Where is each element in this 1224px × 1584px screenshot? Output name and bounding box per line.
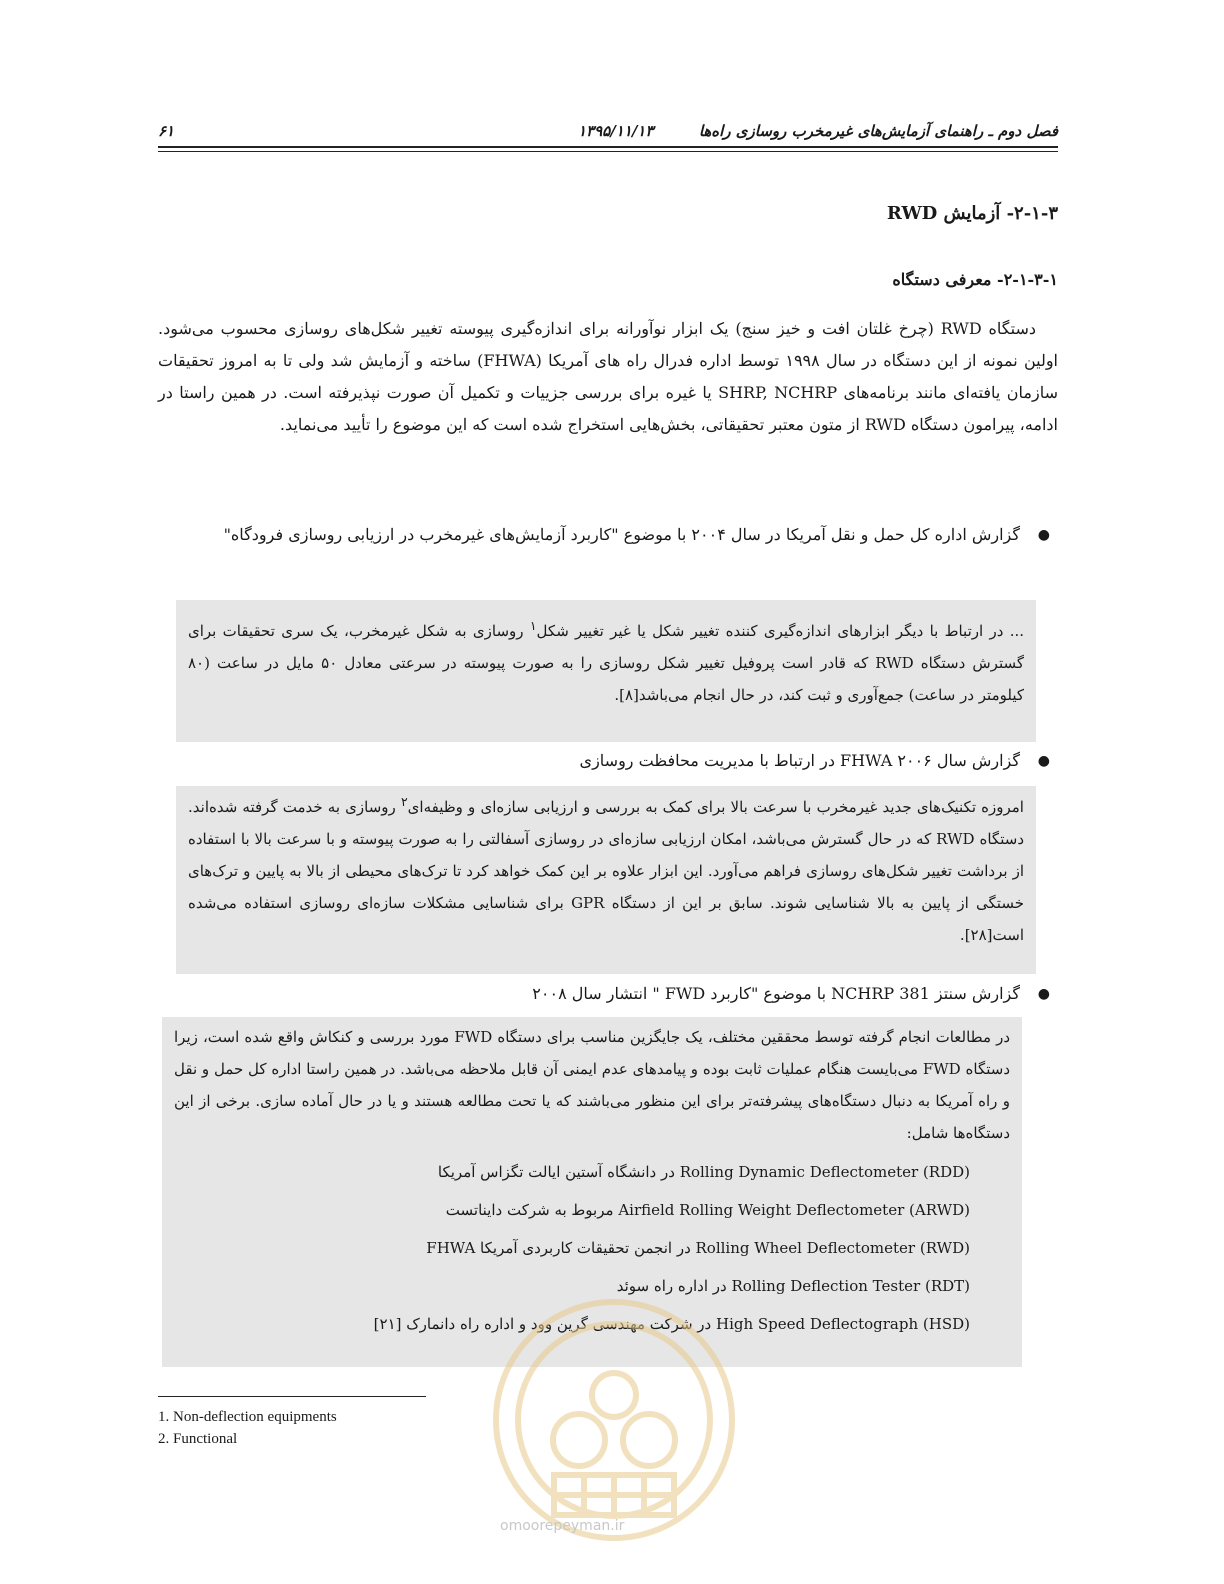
page-number: ۶۱	[158, 122, 175, 140]
device-item: (HSD) High Speed Deflectograph در شرکت مهندسی گرین وود و اداره راه دانمارک [۲۱]	[373, 1315, 970, 1333]
footnote-rule	[158, 1396, 426, 1397]
quote-text-part: ... در ارتباط با دیگر ابزارهای اندازه‌گیری کننده تغییر شکل یا غیر تغییر شکل	[536, 622, 1024, 640]
section-title: ۲-۱-۳- آزمایش RWD	[886, 203, 1058, 224]
footnote: 1. Non-deflection equipments	[158, 1409, 337, 1425]
watermark-url: omoorepeyman.ir	[500, 1518, 625, 1534]
header-rule-thin	[158, 151, 1058, 152]
device-item: (RDT) Rolling Deflection Tester در اداره راه سوئد	[616, 1277, 970, 1295]
quote-text-part: امروزه تکنیک‌های جدید غیرمخرب با سرعت بالا برای کمک به بررسی و ارزیابی سازه‌ای و وظیفه‌ای	[407, 798, 1024, 816]
header-date: ۱۳۹۵/۱۱/۱۳	[578, 122, 654, 140]
device-item: (ARWD) Airfield Rolling Weight Deflectometer مربوط به شرکت دایناتست	[445, 1201, 970, 1219]
footnote-ref: ۲	[400, 794, 408, 809]
header-rule-thick	[158, 146, 1058, 148]
bullet-text: گزارش سنتز NCHRP 381 با موضوع "کاربرد FWD " انتشار سال ۲۰۰۸	[532, 984, 1020, 1003]
subsection-title: ۲-۱-۳-۱- معرفی دستگاه	[892, 270, 1058, 289]
gear-seal-icon	[484, 1290, 744, 1550]
footnote: 2. Functional	[158, 1431, 238, 1447]
chapter-title: فصل دوم ـ راهنمای آزمایش‌های غیرمخرب روسازی راه‌ها	[698, 122, 1058, 140]
bullet-text: گزارش سال ۲۰۰۶ FHWA در ارتباط با مدیریت محافظت روسازی	[579, 751, 1020, 770]
bullet-dot-icon: ●	[1037, 986, 1050, 1002]
quote-box	[176, 600, 1036, 742]
quote-text-part: روسازی به شکل غیرمخرب، یک سری تحقیقات برای گسترش دستگاه RWD که قادر است پروفیل تغییر شکل روسازی را به صورت پیوسته در سرعتی معادل ۵۰ مایل در ساعت (۸۰ کیلومتر در ساعت) جمع‌آوری و ثبت کند، در حال انجام می‌باشد[۸].	[188, 622, 1024, 704]
bullet-text: گزارش اداره کل حمل و نقل آمریکا در سال ۲۰۰۴ با موضوع "کاربرد آزمایش‌های غیرمخرب در ارزیابی روسازی فرودگاه"	[223, 525, 1020, 544]
bullet-dot-icon: ●	[1037, 753, 1050, 769]
bullet-item	[158, 978, 1058, 1010]
bullet-dot-icon: ●	[1037, 527, 1050, 543]
bullet-item	[158, 519, 1058, 551]
page-header	[158, 118, 1058, 148]
device-item: (RDD) Rolling Dynamic Deflectometer در دانشگاه آستین ایالت تگزاس آمریکا	[437, 1163, 970, 1181]
quote-text-part: روسازی به خدمت گرفته شده‌اند. دستگاه RWD که در حال گسترش می‌باشد، امکان ارزیابی سازه‌ای در روسازی آسفالتی را به صورت پیوسته و با سرعت بالا با استفاده از برداشت تغییر شکل‌های روسازی فراهم می‌آورد. این ابزار علاوه بر این کمک خواهد کرد تا ترک‌های محیطی از بالا به پایین و ترک‌های خستگی از پایین به بالا شناسایی شوند. سابق بر این از دستگاه GPR برای شناسایی مشکلات سازه‌ای روسازی استفاده می‌شده است[۲۸].	[188, 798, 1024, 944]
quote-box	[176, 786, 1036, 974]
quote-text: در مطالعات انجام گرفته توسط محققین مختلف، یک جایگزین مناسب برای دستگاه FWD مورد بررسی و کنکاش واقع شده است، زیرا دستگاه FWD می‌بایست هنگام عملیات ثابت بوده و پیامدهای عدم ایمنی آن قابل ملاحظه می‌باشد. در همین راستا اداره کل حمل و نقل و راه آمریکا به دنبال دستگاه‌های پیشرفته‌تر برای این منظور می‌باشند که یا تحت مطالعه هستند و یا در حال آماده سازی. برخی از این دستگاه‌ها شامل:	[174, 1028, 1011, 1142]
bullet-item	[158, 745, 1058, 777]
device-item: (RWD) Rolling Wheel Deflectometer در انجمن تحقیقات کاربردی آمریکا FHWA	[426, 1239, 970, 1257]
intro-paragraph: دستگاه RWD (چرخ غلتان افت و خیز سنج) یک ابزار نوآورانه برای اندازه‌گیری پیوسته تغییر شکل‌های روسازی محسوب می‌شود. اولین نمونه از این دستگاه در سال ۱۹۹۸ توسط اداره فدرال راه های آمریکا (FHWA) ساخته و آزمایش شد ولی تا به امروز تحقیقات سازمان یافته‌ای مانند برنامه‌های SHRP, NCHRP یا غیره برای بررسی جزییات و تکمیل آن صورت نپذیرفته است. در همین راستا در ادامه، پیرامون دستگاه RWD از متون معتبر تحقیقاتی، بخش‌هایی استخراج شده است که این موضوع را تأیید می‌نماید.	[158, 319, 1059, 434]
footnote-ref: ۱	[529, 618, 537, 633]
